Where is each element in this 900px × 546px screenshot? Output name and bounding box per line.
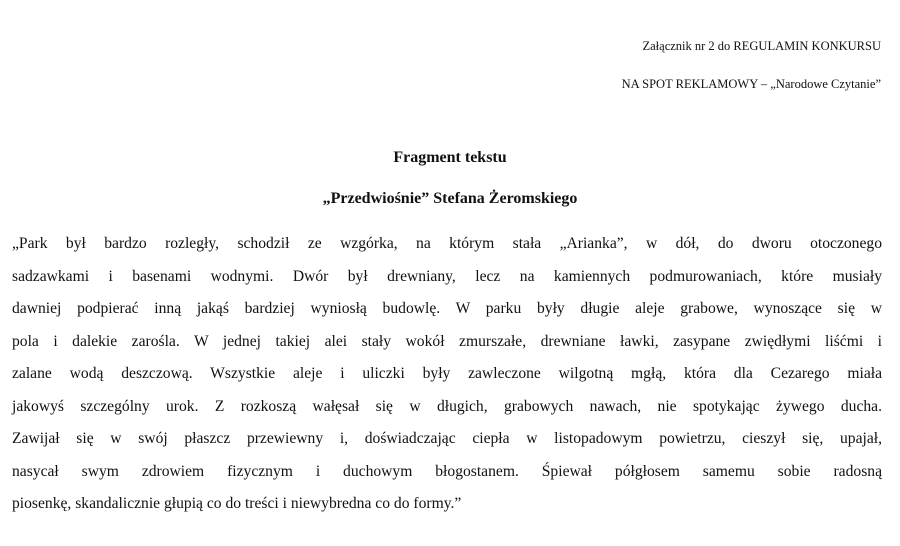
- excerpt-line-1: „Park był bardzo rozległy, schodził ze wzgórka, na którym stała „Arianka”, w dół, do dworu otoczonego: [12, 235, 882, 252]
- excerpt-line-2: sadzawkami i basenami wodnymi. Dwór był drewniany, lecz na kamiennych podmurowaniach, które musiały: [12, 267, 882, 285]
- attachment-header-line-2: NA SPOT REKLAMOWY – „Narodowe Czytanie”: [621, 77, 881, 91]
- excerpt-line-3: dawniej podpierać inną jakąś bardziej wyniosłą budowlę. W parku były długie aleje grabowe, wynoszące się w: [12, 300, 882, 317]
- excerpt-line-9: piosenkę, skandalicznie głupią co do treści i niewybredna co do formy.”: [12, 495, 462, 512]
- excerpt-line-8: nasycał swym zdrowiem fizycznym i duchowym błogostanem. Śpiewał półgłosem samemu sobie radosną: [12, 462, 882, 480]
- document-title: Fragment tekstu: [393, 149, 507, 166]
- excerpt-line-4: pola i dalekie zarośla. W jednej takiej alei stały wokół zmurszałe, drewniane ławki, zasypane zwiędłymi liśćmi i: [12, 332, 882, 350]
- excerpt-body: [12, 228, 882, 521]
- excerpt-line-5: zalane wodą deszczową. Wszystkie aleje i uliczki były zawleczone wilgotną mgłą, która dla Cezarego miała: [12, 365, 882, 382]
- excerpt-line-7: Zawijał się w swój płaszcz przewiewny i, doświadczając ciepła w listopadowym powietrzu, cieszył się, upajał,: [12, 430, 882, 447]
- attachment-header-line-1: Załącznik nr 2 do REGULAMIN KONKURSU: [642, 39, 881, 53]
- excerpt-line-6: jakowyś szczególny urok. Z rozkoszą wałęsał się w długich, grabowych nawach, nie spotykając żywego ducha.: [12, 397, 882, 415]
- document-subtitle: „Przedwiośnie” Stefana Żeromskiego: [322, 190, 578, 207]
